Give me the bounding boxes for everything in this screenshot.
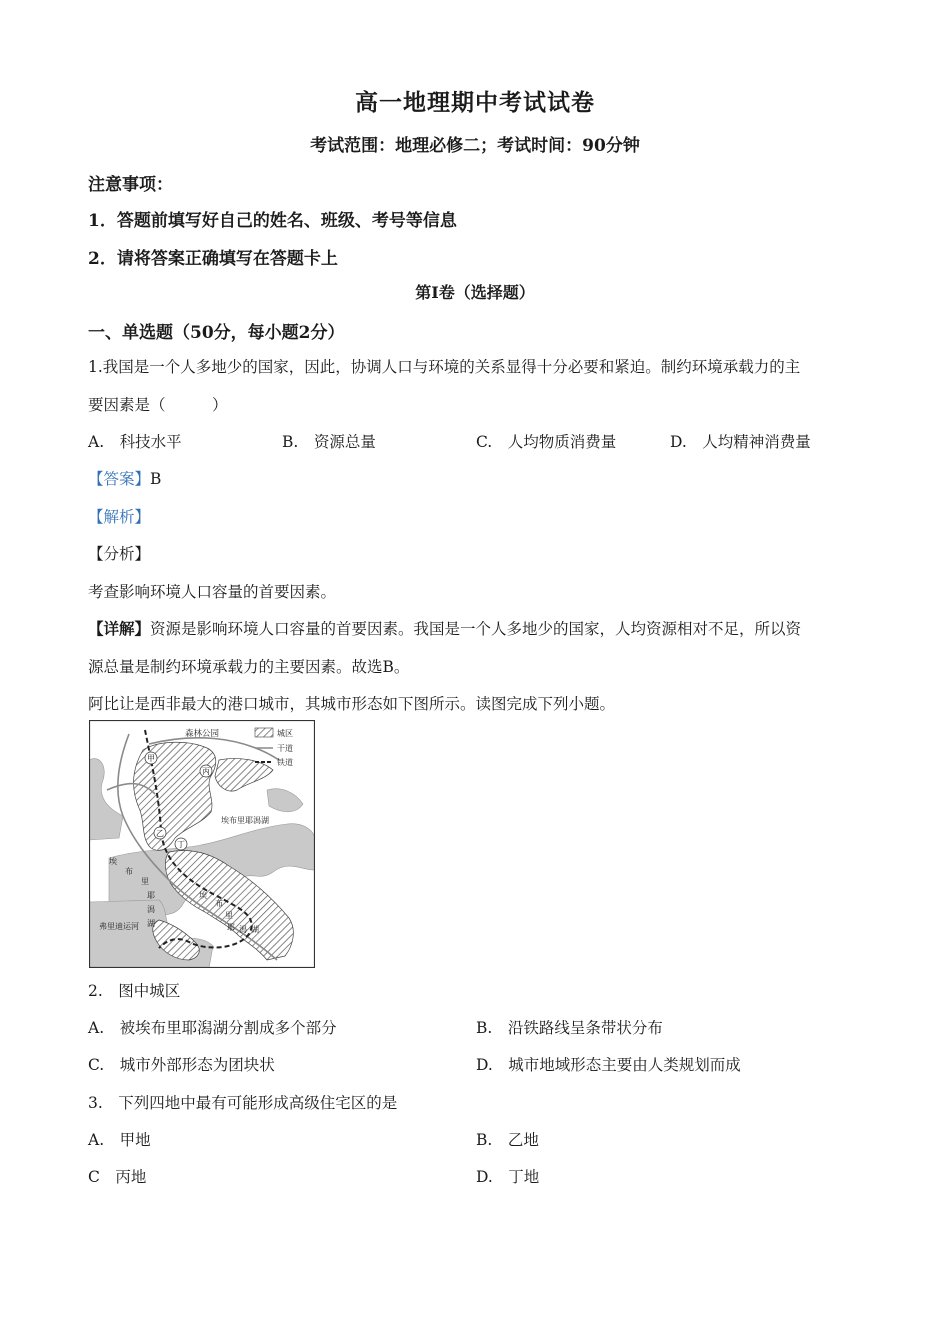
analysis-tag: 【解析】 (88, 508, 151, 526)
answer-value: B (150, 470, 162, 488)
volume-title: 第I卷（选择题） (415, 283, 535, 302)
q3-stem: 3. 下列四地中最有可能形成高级住宅区的是 (88, 1094, 398, 1112)
q1-option-c: C. 人均物质消费量 (476, 433, 617, 451)
lagoon-left-char: 布 (125, 867, 133, 876)
q1-stem-line2: 要因素是（ ） (88, 396, 228, 414)
fenxi-text: 考查影响环境人口容量的首要因素。 (88, 583, 337, 601)
lagoon-left-char: 耶 (147, 891, 155, 900)
material-intro: 阿比让是西非最大的港口城市，其城市形态如下图所示。读图完成下列小题。 (88, 695, 616, 713)
notice-heading: 注意事项： (88, 175, 173, 195)
page-title: 高一地理期中考试试卷 (355, 89, 595, 116)
lagoon-left-char: 里 (141, 877, 149, 886)
lagoon-left-char: 潟 (147, 905, 155, 914)
lagoon-center-char: 耶 (227, 923, 235, 932)
notice-item-1: 1．答题前填写好自己的姓名、班级、考号等信息 (88, 211, 457, 231)
lagoon-right-label: 埃布里耶潟湖 (221, 816, 269, 825)
q2-option-c: C. 城市外部形态为团块状 (88, 1056, 275, 1074)
lagoon-center-char: 里 (225, 911, 233, 920)
point-ding: 丁 (177, 840, 185, 849)
point-jia: 甲 (147, 754, 155, 763)
notice-item-2: 2．请将答案正确填写在答题卡上 (88, 249, 338, 269)
q2-stem: 2. 图中城区 (88, 982, 181, 1000)
q1-option-b: B. 资源总量 (282, 433, 376, 451)
lagoon-left-char: 湖 (147, 919, 155, 928)
q3-option-a: A. 甲地 (88, 1131, 151, 1149)
detail-tag: 【详解】 (88, 619, 151, 638)
lagoon-center-char: 湖 (251, 925, 259, 934)
q2-option-d: D. 城市地域形态主要由人类规划而成 (476, 1056, 741, 1074)
detail-line1 (88, 617, 801, 639)
exam-subtitle: 考试范围：地理必修二；考试时间：90分钟 (310, 136, 640, 156)
point-bing: 丙 (202, 767, 210, 776)
detail-text-1: 资源是影响环境人口容量的首要因素。我国是一个人多地少的国家，人均资源相对不足，所以资 (150, 620, 802, 638)
q3-option-b: B. 乙地 (476, 1131, 539, 1149)
lagoon-left-char: 埃 (109, 857, 117, 866)
legend-rail: 铁道 (277, 758, 293, 767)
q1-answer (88, 467, 161, 489)
lagoon-center-char: 潟 (239, 925, 247, 934)
canal-label: 弗里迪运河 (99, 922, 139, 931)
legend-road: 干道 (277, 744, 293, 753)
detail-line2: 源总量是制约环境承载力的主要因素。故选B。 (88, 658, 410, 676)
abidjan-city-map (89, 720, 315, 968)
park-label: 森林公园 (185, 729, 220, 739)
q1-option-a: A. 科技水平 (88, 433, 182, 451)
q3-option-c: C 丙地 (88, 1168, 147, 1186)
lagoon-center-char: 布 (215, 899, 223, 908)
q2-option-a: A. 被埃布里耶潟湖分割成多个部分 (88, 1019, 337, 1037)
q1-option-d: D. 人均精神消费量 (670, 433, 811, 451)
part-title: 一、单选题（50分，每小题2分） (88, 323, 345, 343)
answer-tag: 【答案】 (88, 470, 151, 488)
q2-option-b: B. 沿铁路线呈条带状分布 (476, 1019, 663, 1037)
legend-city: 城区 (277, 729, 293, 738)
point-yi: 乙 (156, 829, 164, 838)
q1-stem-line1: 1.我国是一个人多地少的国家，因此，协调人口与环境的关系显得十分必要和紧迫。制约环境承载力的主 (88, 358, 801, 376)
q3-option-d: D. 丁地 (476, 1168, 540, 1186)
lagoon-center-char: 埃 (199, 891, 207, 900)
fenxi-tag: 【分析】 (88, 545, 151, 563)
